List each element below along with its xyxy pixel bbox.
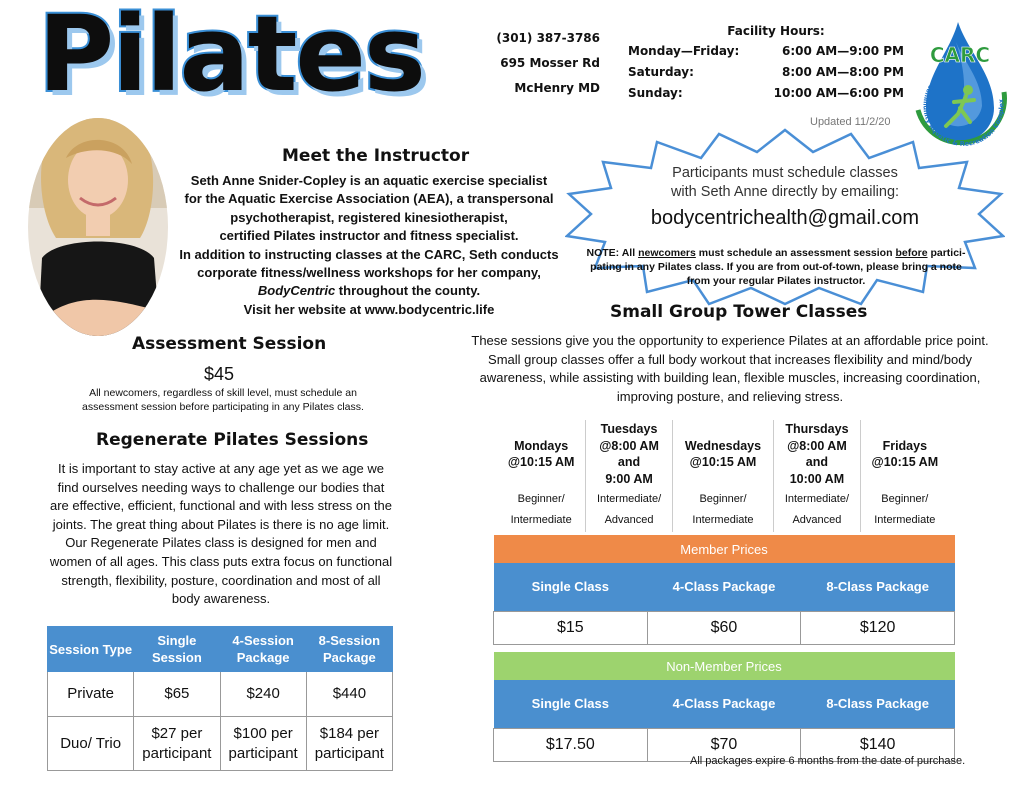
updated-date: Updated 11/2/20 bbox=[810, 116, 891, 128]
schedule-day bbox=[497, 420, 586, 488]
hours-day: Saturday: bbox=[628, 65, 694, 79]
level-text: Beginner/ bbox=[881, 493, 929, 505]
hours-day: Sunday: bbox=[628, 86, 683, 100]
day-time: 10:00 AM bbox=[789, 471, 845, 486]
day-time: @8:00 AM bbox=[787, 438, 847, 453]
schedule-day bbox=[586, 420, 672, 488]
table-cell: $27 per participant bbox=[134, 717, 220, 771]
schedule-days-row bbox=[497, 420, 949, 488]
day-time: @10:15 AM bbox=[871, 455, 939, 469]
table-cell: $17.50 bbox=[494, 729, 648, 762]
phone-number: (301) 387-3786 bbox=[496, 31, 600, 45]
note-text: All bbox=[619, 247, 639, 259]
table-header-row bbox=[494, 680, 955, 729]
level-text: Beginner/ bbox=[517, 493, 565, 505]
contact-info bbox=[488, 26, 600, 101]
table-cell: $140 bbox=[801, 729, 955, 762]
level-text: Advanced bbox=[604, 514, 654, 526]
bio-line: certified Pilates instructor and fitness specialist. bbox=[219, 228, 519, 244]
hours-day: Monday—Friday: bbox=[628, 44, 740, 58]
table-header-row bbox=[48, 627, 393, 672]
member-price-table bbox=[493, 535, 955, 645]
level-text: Advanced bbox=[792, 514, 842, 526]
hours-heading: Facility Hours: bbox=[727, 24, 825, 38]
day-time: and bbox=[805, 455, 829, 469]
logo-ring-text: Community Aquatic & Recreation Complex bbox=[921, 82, 1006, 148]
schedule-level bbox=[774, 488, 860, 532]
hours-time: 10:00 AM—6:00 PM bbox=[773, 86, 904, 100]
notice-line-1: Participants must schedule classes bbox=[672, 165, 898, 181]
note-before: before bbox=[895, 247, 928, 259]
note-label: NOTE: bbox=[586, 247, 620, 259]
level-text: Intermediate/ bbox=[784, 493, 850, 505]
table-row bbox=[48, 672, 393, 717]
facility-hours bbox=[628, 24, 904, 107]
table-header-cell: 8-Session Package bbox=[306, 627, 392, 672]
newcomer-note bbox=[576, 246, 976, 288]
table-header-cell: Session Type bbox=[48, 627, 134, 672]
bio-line: psychotherapist, registered kinesiotherapist, bbox=[230, 209, 508, 225]
schedule-day bbox=[860, 420, 949, 488]
nonmember-price-table bbox=[493, 652, 955, 762]
day-name: Thursdays bbox=[785, 422, 849, 436]
day-time: @10:15 AM bbox=[507, 455, 575, 469]
assessment-heading: Assessment Session bbox=[132, 334, 327, 354]
class-schedule bbox=[497, 420, 949, 532]
level-text: Intermediate bbox=[692, 514, 754, 526]
table-header-cell: 8-Class Package bbox=[801, 680, 955, 729]
schedule-day bbox=[774, 420, 860, 488]
day-name: Mondays bbox=[514, 438, 569, 453]
schedule-level bbox=[586, 488, 672, 532]
day-name: Fridays bbox=[882, 438, 928, 453]
table-cell: $120 bbox=[801, 612, 955, 645]
table-header-cell: 4-Class Package bbox=[647, 680, 801, 729]
note-newcomers: newcomers bbox=[638, 247, 696, 259]
day-time: and bbox=[617, 455, 641, 469]
level-text: Beginner/ bbox=[699, 493, 747, 505]
nonmember-band-row bbox=[494, 652, 955, 680]
level-text: Intermediate bbox=[874, 514, 936, 526]
page-title: Pilates bbox=[38, 0, 424, 115]
table-header-cell: Single Class bbox=[494, 563, 648, 612]
table-cell: $240 bbox=[220, 672, 306, 717]
company-name: BodyCentric bbox=[257, 283, 336, 299]
table-cell: $440 bbox=[306, 672, 392, 717]
table-cell: Private bbox=[48, 672, 134, 717]
schedule-notice bbox=[580, 164, 990, 232]
table-cell: $60 bbox=[647, 612, 801, 645]
bio-line bbox=[168, 282, 570, 300]
table-cell: $15 bbox=[494, 612, 648, 645]
bio-line: Seth Anne Snider-Copley is an aquatic exercise specialist bbox=[190, 173, 548, 188]
bio-line: In addition to instructing classes at the CARC, Seth conducts bbox=[179, 246, 559, 262]
note-text: partici- bbox=[927, 247, 966, 259]
level-text: Intermediate bbox=[510, 514, 572, 526]
table-header-row bbox=[494, 563, 955, 612]
day-time: @8:00 AM bbox=[599, 438, 659, 453]
table-header-cell: 4-Class Package bbox=[647, 563, 801, 612]
note-line-3: from your regular Pilates instructor. bbox=[686, 275, 866, 287]
table-cell: $100 per participant bbox=[220, 717, 306, 771]
table-cell: $70 bbox=[647, 729, 801, 762]
table-header-cell: 4-Session Package bbox=[220, 627, 306, 672]
note-line-2: pating in any Pilates class. If you are from out-of-town, please bring a note bbox=[590, 261, 962, 273]
hours-time: 6:00 AM—9:00 PM bbox=[781, 44, 904, 58]
table-cell: $184 per participant bbox=[306, 717, 392, 771]
schedule-level bbox=[672, 488, 773, 532]
table-header-cell: Single Class bbox=[494, 680, 648, 729]
address-line-1: 695 Mosser Rd bbox=[500, 56, 600, 70]
note-line-1 bbox=[576, 246, 976, 260]
table-header-cell: Single Session bbox=[134, 627, 220, 672]
address-line-2: McHenry MD bbox=[514, 81, 600, 95]
member-band-row bbox=[494, 535, 955, 563]
day-name: Tuesdays bbox=[600, 422, 658, 436]
assessment-text: All newcomers, regardless of skill level, must schedule an assessment session before participating in any Pilates class. bbox=[82, 387, 364, 413]
regenerate-price-table bbox=[47, 626, 393, 771]
nonmember-band: Non-Member Prices bbox=[494, 652, 955, 680]
regenerate-heading: Regenerate Pilates Sessions bbox=[96, 430, 369, 450]
schedule-level bbox=[860, 488, 949, 532]
level-text: Intermediate/ bbox=[596, 493, 662, 505]
bio-line: for the Aquatic Exercise Association (AEA), a transpersonal bbox=[184, 191, 554, 207]
schedule-level bbox=[497, 488, 586, 532]
day-time: @10:15 AM bbox=[689, 455, 757, 469]
assessment-price: $45 bbox=[204, 364, 235, 384]
bio-company-tail: throughout the county. bbox=[335, 283, 481, 299]
contact-email[interactable]: bodycentrichealth@gmail.com bbox=[650, 207, 920, 229]
schedule-day bbox=[672, 420, 773, 488]
schedule-levels-row bbox=[497, 488, 949, 532]
bio-line: corporate fitness/wellness workshops for her company, bbox=[197, 265, 541, 281]
notice-line-2: with Seth Anne directly by emailing: bbox=[670, 184, 900, 200]
table-cell: Duo/ Trio bbox=[48, 717, 134, 771]
hours-time: 8:00 AM—8:00 PM bbox=[781, 65, 904, 79]
instructor-bio bbox=[168, 172, 570, 319]
small-group-heading: Small Group Tower Classes bbox=[610, 302, 868, 322]
hours-row bbox=[628, 86, 904, 107]
note-text: must schedule an assessment session bbox=[695, 247, 896, 259]
instructor-heading: Meet the Instructor bbox=[282, 146, 470, 166]
member-band: Member Prices bbox=[494, 535, 955, 563]
table-row bbox=[48, 717, 393, 771]
regenerate-text: It is important to stay active at any age yet as we age we find ourselves needing ways to challenge our bodies that are effective, efficient, functional and with less stress on the joints. The great thing about Pilates is there is no age limit. Our Regenerate Pilates class is designed for men and women of all ages. This class puts extra focus on functional strength, flexibility, posture, coordination and most of all body awareness. bbox=[49, 461, 393, 607]
table-header-cell: 8-Class Package bbox=[801, 563, 955, 612]
hours-row bbox=[628, 65, 904, 86]
day-name: Wednesdays bbox=[684, 438, 762, 453]
small-group-description: These sessions give you the opportunity to experience Pilates at an affordable price point. Small group classes offer a full body workout that increases flexibility and mind/body awareness, while assisting with building lean, flexible muscles, increasing coordination, improving posture, and relieving stress. bbox=[471, 333, 989, 404]
table-row bbox=[494, 612, 955, 645]
day-time: 9:00 AM bbox=[605, 471, 653, 486]
instructor-photo bbox=[28, 118, 168, 336]
bio-website[interactable]: Visit her website at www.bodycentric.life bbox=[243, 301, 495, 317]
expiration-note: All packages expire 6 months from the date of purchase. bbox=[690, 755, 966, 767]
hours-row bbox=[628, 44, 904, 65]
table-cell: $65 bbox=[134, 672, 220, 717]
logo-text: CARC bbox=[929, 43, 991, 67]
